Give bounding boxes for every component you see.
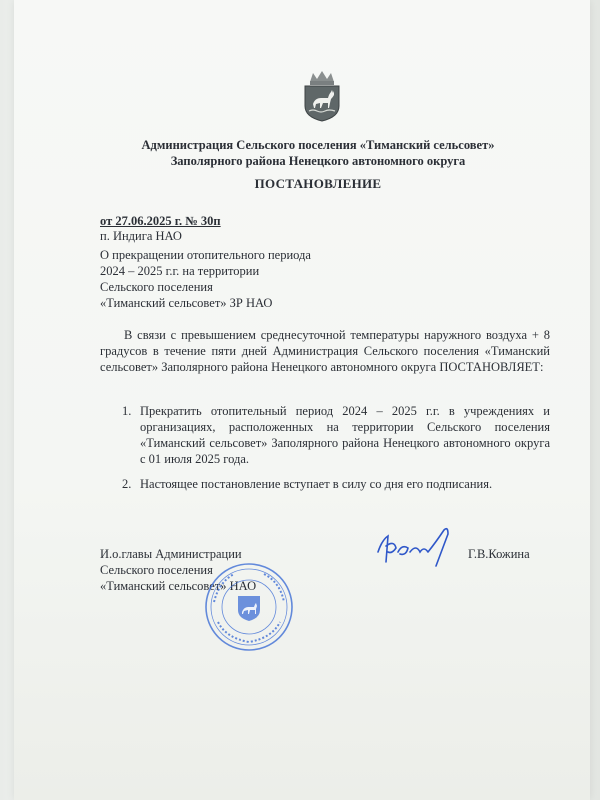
- document-title: ПОСТАНОВЛЕНИЕ: [254, 176, 382, 191]
- list-item: [122, 403, 550, 467]
- signatory-position-line: И.о.главы Администрации: [100, 547, 242, 561]
- list-item-text: Настоящее постановление вступает в силу со дня его подписания.: [140, 477, 493, 491]
- list-item: [122, 476, 550, 492]
- official-seal-icon: [204, 562, 294, 652]
- list-item-number: 2.: [122, 477, 132, 491]
- signatory-position-line: Сельского поселения: [100, 563, 213, 577]
- list-item-text: Прекратить отопительный период 2024 – 2025 г.г. в учреждениях и организациях, расположенных на территории Сельского поселения «Тиманский сельсовет» Заполярного района Ненецкого автономного округа с 01 июля 2025 года.: [140, 404, 550, 466]
- list-item-number: 1.: [122, 404, 132, 418]
- subject-line: Сельского поселения: [100, 280, 213, 294]
- place: п. Индига НАО: [100, 229, 182, 243]
- preamble-paragraph: В связи с превышением среднесуточной температуры наружного воздуха + 8 градусов в течение пяти дней Администрация Сельского поселения «Тиманский сельсовет» Заполярного района Ненецкого автономного округа ПОСТАНОВЛЯЕТ:: [100, 328, 550, 374]
- subject-block: [100, 247, 360, 311]
- coat-of-arms-icon: [301, 70, 343, 122]
- date-number: от 27.06.2025 г. № 30п: [100, 214, 221, 228]
- org-name-line-1: Администрация Сельского поселения «Тиманский сельсовет»: [141, 138, 495, 152]
- subject-line: 2024 – 2025 г.г. на территории: [100, 264, 260, 278]
- signatory-position-line: «Тиманский сельсовет» НАО: [100, 579, 257, 593]
- handwritten-signature: [372, 522, 466, 570]
- signatory-name: Г.В.Кожина: [468, 547, 530, 561]
- org-name-line-2: Заполярного района Ненецкого автономного округа: [170, 154, 466, 168]
- subject-line: «Тиманский сельсовет» ЗР НАО: [100, 296, 273, 310]
- subject-line: О прекращении отопительного периода: [100, 248, 311, 262]
